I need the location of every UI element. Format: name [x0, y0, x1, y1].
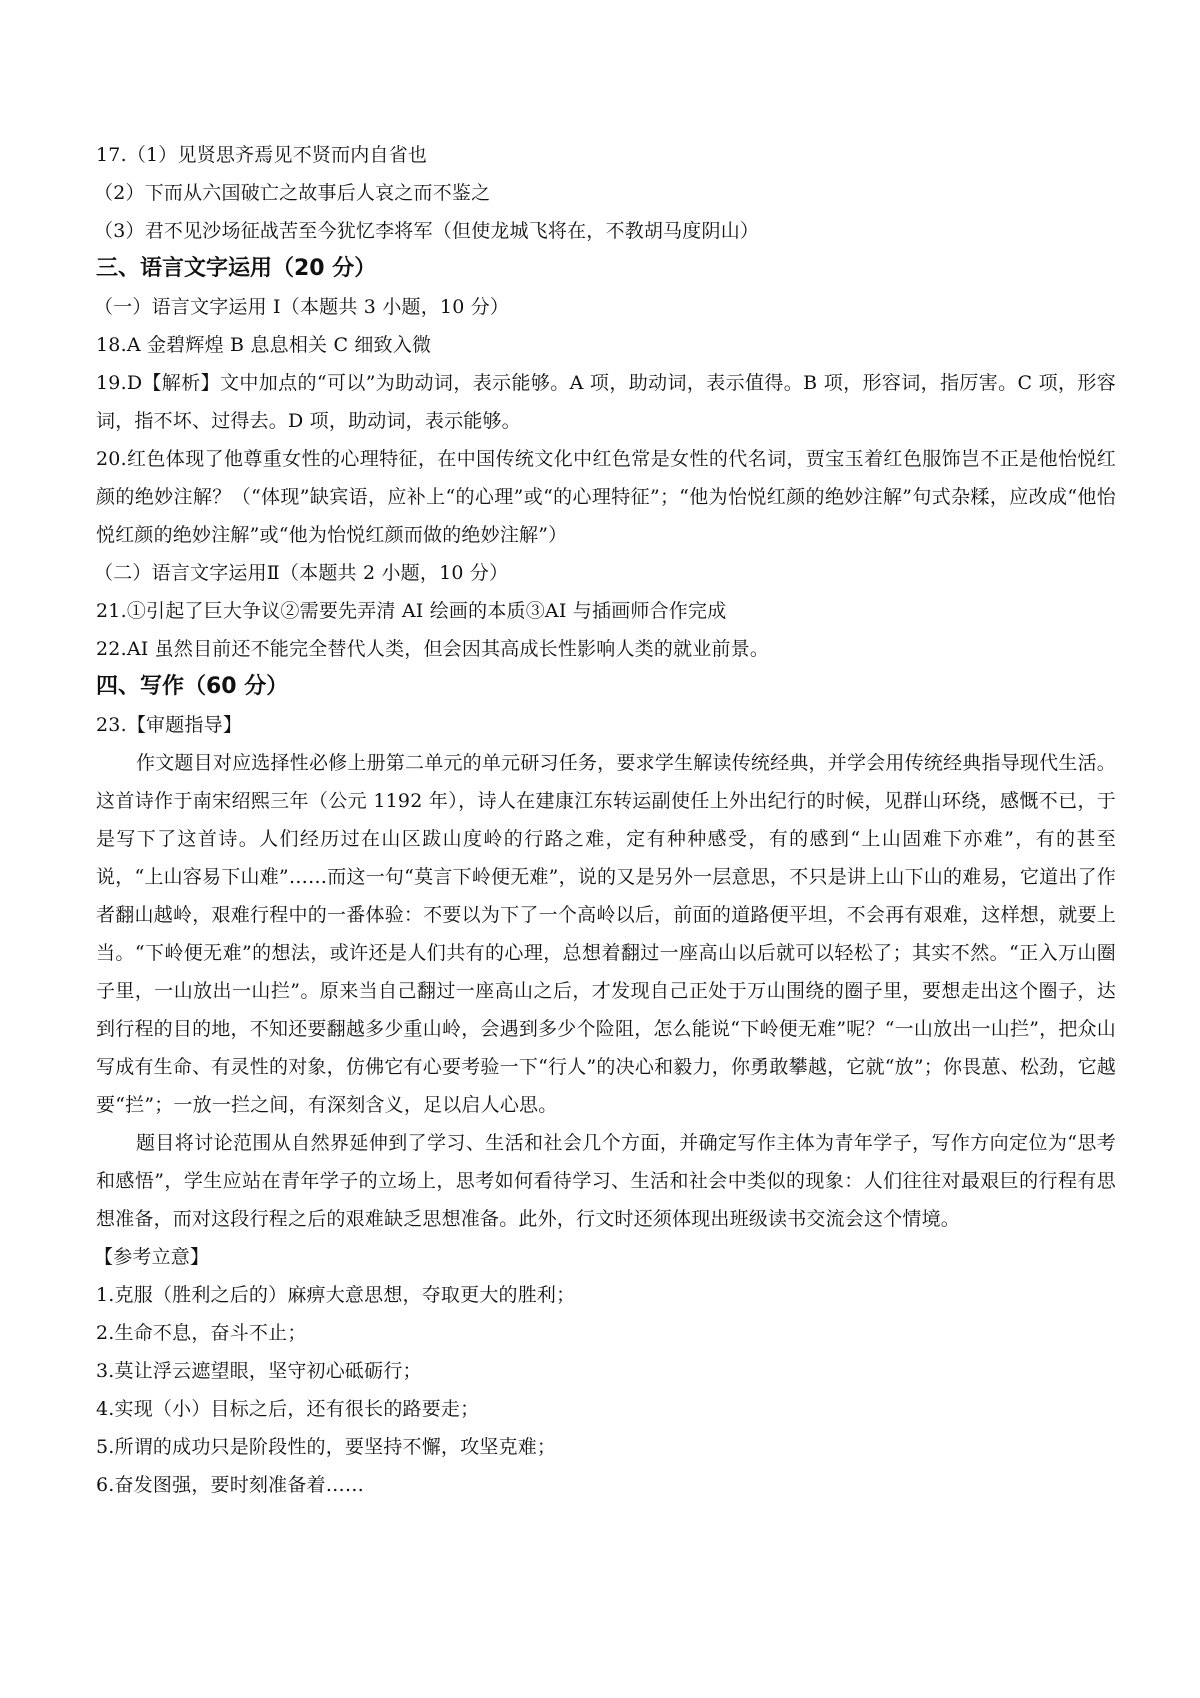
q17-line-2: （2）下而从六国破亡之故事后人哀之而不鉴之: [94, 182, 491, 204]
section-3-sub-2: （二）语言文字运用Ⅱ（本题共 2 小题，10 分）: [94, 562, 509, 584]
reference-idea-item: 1.克服（胜利之后的）麻痹大意思想，夺取更大的胜利；: [96, 1284, 576, 1306]
reference-idea-item: 6.奋发图强，要时刻准备着……: [96, 1474, 365, 1496]
reference-idea-item: 2.生命不息，奋斗不止；: [96, 1322, 307, 1344]
reference-ideas-label: 【参考立意】: [94, 1246, 210, 1268]
q20-answer: 20.红色体现了他尊重女性的心理特征，在中国传统文化中红色常是女性的代名词，贾宝玉着红色服饰岂不正是他怡悦红颜的绝妙注解？（“体现”缺宾语，应补上“的心理”或“的心理特征”；“他为怡悦红颜的绝妙注解”句式杂糅，应改成“他怡悦红颜的绝妙注解”或“他为怡悦红颜而做的绝妙注解”）: [96, 448, 1116, 546]
reference-idea-item: 4.实现（小）目标之后，还有很长的路要走；: [96, 1398, 480, 1420]
section-4-title: 四、写作（60 分）: [96, 674, 289, 699]
reference-idea-item: 3.莫让浮云遮望眼，坚守初心砥砺行；: [96, 1360, 422, 1382]
q18-answer: 18.A 金碧辉煌 B 息息相关 C 细致入微: [96, 334, 432, 356]
section-3-sub-1: （一）语言文字运用 Ⅰ（本题共 3 小题，10 分）: [94, 296, 510, 318]
q22-answer: 22.AI 虽然目前还不能完全替代人类，但会因其高成长性影响人类的就业前景。: [96, 638, 770, 660]
q21-answer: 21.①引起了巨大争议②需要先弄清 AI 绘画的本质③AI 与插画师合作完成: [96, 600, 727, 622]
reference-idea-item: 5.所谓的成功只是阶段性的，要坚持不懈，攻坚克难；: [96, 1436, 557, 1458]
q17-line-3: （3）君不见沙场征战苦至今犹忆李将军（但使龙城飞将在，不教胡马度阴山）: [94, 220, 760, 242]
q23-guidance-paragraph-2: 题目将讨论范围从自然界延伸到了学习、生活和社会几个方面，并确定写作主体为青年学子，写作方向定位为“思考和感悟”，学生应站在青年学子的立场上，思考如何看待学习、生活和社会中类似的现象：人们往往对最艰巨的行程有思想准备，而对这段行程之后的艰难缺乏思想准备。此外，行文时还须体现出班级读书交流会这个情境。: [96, 1132, 1116, 1230]
q23-guidance-paragraph-1: 作文题目对应选择性必修上册第二单元的单元研习任务，要求学生解读传统经典，并学会用传统经典指导现代生活。这首诗作于南宋绍熙三年（公元 1192 年），诗人在建康江东转运副使任上外出纪行的时候，见群山环绕，感慨不已，于是写下了这首诗。人们经历过在山区跋山度岭的行路之难，定有种种感受，有的感到“上山固难下亦难”，有的甚至说，“上山容易下山难”……而这一句“莫言下岭便无难”，说的又是另外一层意思，不只是讲上山下山的难易，它道出了作者翻山越岭，艰难行程中的一番体验：不要以为下了一个高岭以后，前面的道路便平坦，不会再有艰难，这样想，就要上当。“下岭便无难”的想法，或许还是人们共有的心理，总想着翻过一座高山以后就可以轻松了；其实不然。“正入万山圈子里，一山放出一山拦”。原来当自己翻过一座高山之后，才发现自己正处于万山围绕的圈子里，要想走出这个圈子，达到行程的目的地，不知还要翻越多少重山岭，会遇到多少个险阻，怎么能说“下岭便无难”呢？“一山放出一山拦”，把众山写成有生命、有灵性的对象，仿佛它有心要考验一下“行人”的决心和毅力，你勇敢攀越，它就“放”；你畏葸、松劲，它越要“拦”；一放一拦之间，有深刻含义，足以启人心思。: [96, 752, 1116, 1116]
q23-label: 23.【审题指导】: [96, 714, 243, 736]
q19-answer: 19.D【解析】文中加点的“可以”为助动词，表示能够。A 项，助动词，表示值得。B 项，形容词，指厉害。C 项，形容词，指不坏、过得去。D 项，助动词，表示能够。: [96, 372, 1116, 432]
section-3-title: 三、语言文字运用（20 分）: [96, 256, 377, 281]
q17-line-1: 17.（1）见贤思齐焉见不贤而内自省也: [96, 144, 428, 166]
answer-content: [96, 136, 1116, 1504]
